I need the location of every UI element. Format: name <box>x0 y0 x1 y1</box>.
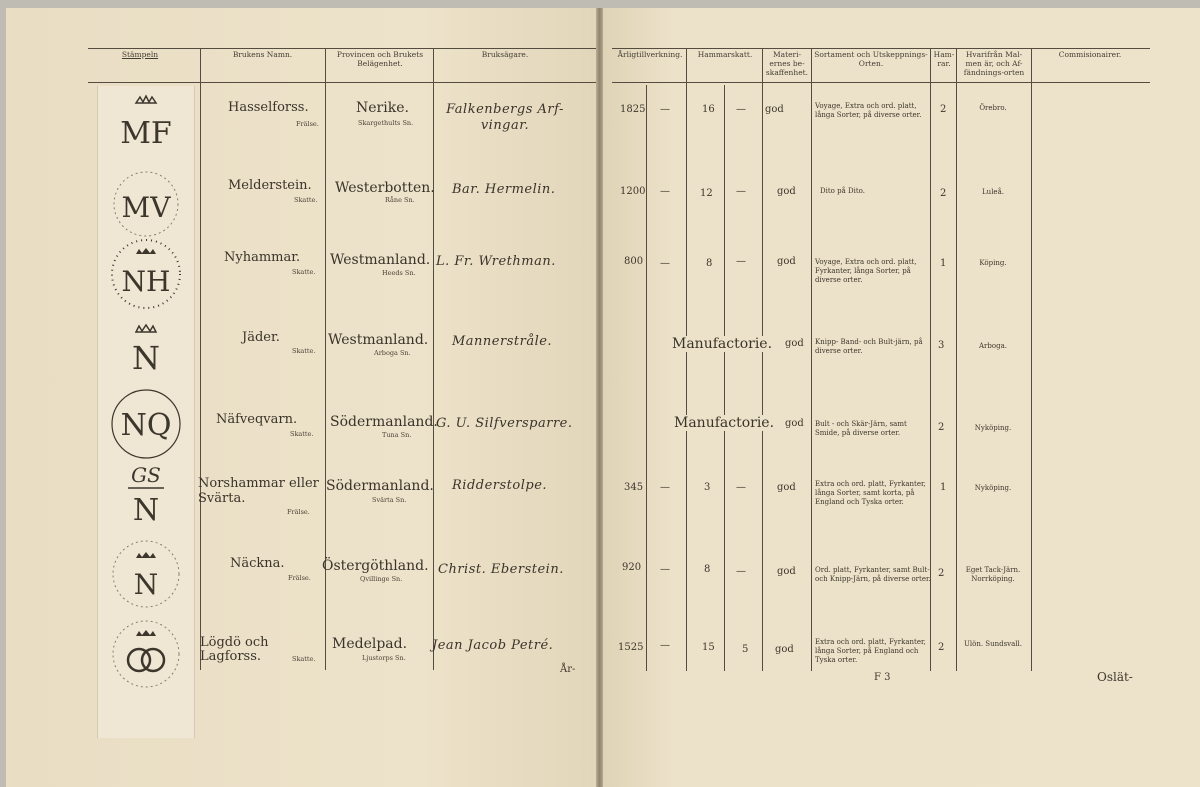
row5-sort: Bult - och Skär-Järn, samt Smide, på diverse orter. <box>815 420 907 437</box>
row8-name: Lögdö och Lagforss. <box>200 635 269 664</box>
header-hvarifran: Hvarifrån Mal- men är, och Af- fändnings-orten <box>963 50 1025 77</box>
row4-ort: Arboga. <box>979 342 1007 350</box>
row5-status: Skatte. <box>290 430 314 438</box>
stamp-n-nackna <box>98 536 194 612</box>
row1-place: Skargethults Sn. <box>358 119 414 127</box>
row6-sort: Extra och ord. platt, Fyrkanter, långa Sorter, samt korta, på England och Tyska orter. <box>815 480 926 506</box>
row8-tillv: 1525 <box>618 642 644 653</box>
row5-place: Tuna Sn. <box>382 431 412 439</box>
col-rule-r8 <box>1031 48 1032 671</box>
row1-owner: Falkenbergs Arf- vingar. <box>446 102 564 133</box>
row6-ham: 3 <box>704 482 711 493</box>
row3-tillv: 800 <box>624 256 644 267</box>
stamp-nq <box>98 386 194 462</box>
row8-status: Skatte. <box>292 655 316 663</box>
row7-dash2: — <box>736 566 746 577</box>
row7-hamrar: 2 <box>938 568 945 579</box>
row1-prov: Nerike. <box>356 100 409 116</box>
row6-dash1: — <box>660 482 670 493</box>
row4-owner: Mannerstråle. <box>452 334 553 349</box>
row5-prov: Södermanland. <box>330 414 438 430</box>
svg-text:N: N <box>132 493 160 528</box>
row2-name: Melderstein. <box>228 178 312 193</box>
row6-status: Frälse. <box>287 508 310 516</box>
catchword-left: År- <box>560 664 576 675</box>
row5-owner: G. U. Silfversparre. <box>436 416 573 431</box>
row4-sort: Knipp- Band- och Bult-järn, på diverse orter. <box>815 338 923 355</box>
stamp-mv <box>98 166 194 242</box>
row7-mat: god <box>777 566 796 577</box>
row8-hamrar: 2 <box>938 642 945 653</box>
row7-ham: 8 <box>704 564 711 575</box>
row2-mat: god <box>777 186 796 197</box>
row6-hamrar: 1 <box>940 482 947 493</box>
svg-text:N: N <box>132 339 160 377</box>
row7-prov: Östergöthland. <box>322 558 429 574</box>
row4-manuf: Manufactorie. <box>672 336 773 352</box>
header-sortament: Sortament och Utskeppnings- Orten. <box>814 50 928 68</box>
stamp-oo <box>98 616 194 692</box>
row1-hamrar: 2 <box>940 104 947 115</box>
row1-ham: 16 <box>702 104 715 115</box>
row1-tillv: 1825 <box>620 104 646 115</box>
row3-ham: 8 <box>706 258 713 269</box>
row4-name: Jäder. <box>242 330 280 345</box>
row2-ort: Luleå. <box>982 188 1004 196</box>
col-rule-r4 <box>762 48 763 671</box>
row1-status: Frälse. <box>296 120 319 128</box>
book-gutter <box>596 8 603 787</box>
row7-name: Näckna. <box>230 556 285 571</box>
row2-place: Råne Sn. <box>385 196 415 204</box>
row1-ort: Örebro. <box>979 104 1007 112</box>
row1-dash2: — <box>736 104 746 115</box>
row8-dash1: — <box>660 640 670 651</box>
col-rule-r7 <box>956 48 957 671</box>
row2-dash1: — <box>660 186 670 197</box>
stamp-mf <box>98 88 194 164</box>
row8-dash2: 5 <box>742 644 749 655</box>
header-hammarskatt: Hammarskatt. <box>697 50 753 59</box>
header-provins: Provincen och Brukets Belägenhet. <box>336 50 424 68</box>
catchword-right: Oslät- <box>1097 670 1133 684</box>
row1-dash1: — <box>660 104 670 115</box>
row1-sort: Voyage, Extra och ord. platt, långa Sorter, på diverse orter. <box>815 102 922 119</box>
signature-mark: F 3 <box>874 672 891 683</box>
row8-ham: 15 <box>702 642 715 653</box>
header-bottom-rule-right <box>612 82 1150 83</box>
row3-ort: Köping. <box>979 259 1007 267</box>
stamp-gs-n <box>98 456 194 532</box>
row2-owner: Bar. Hermelin. <box>452 182 556 197</box>
row7-sort: Ord. platt, Fyrkanter, samt Bult- och Knipp-Järn, på diverse orter. <box>815 566 931 583</box>
header-bottom-rule <box>88 82 596 83</box>
row6-owner: Ridderstolpe. <box>452 478 548 493</box>
header-agare: Bruksägare. <box>481 50 529 59</box>
row1-name: Hasselforss. <box>228 100 309 115</box>
header-top-rule <box>88 48 596 49</box>
row6-name: Norshammar eller Svärta. <box>198 476 319 506</box>
col-rule-1 <box>200 48 201 670</box>
header-stampeln: Stämpeln <box>121 50 159 59</box>
row5-ort: Nyköping. <box>974 424 1012 432</box>
row6-ort: Nyköping. <box>974 484 1012 492</box>
row8-sort: Extra och ord. platt, Fyrkanter, långa Sorter, på England och Tyska orter. <box>815 638 926 664</box>
row2-dash2: — <box>736 186 746 197</box>
stamp-nh <box>98 236 194 312</box>
row3-mat: god <box>777 256 796 267</box>
row3-owner: L. Fr. Wrethman. <box>436 254 556 269</box>
row7-owner: Christ. Eberstein. <box>438 562 564 577</box>
header-materiernes: Materi- ernes be- skaffenhet. <box>765 50 809 77</box>
row7-dash1: — <box>660 564 670 575</box>
svg-text:NQ: NQ <box>120 408 172 443</box>
row2-ham: 12 <box>700 188 713 199</box>
row5-mat: god <box>785 418 804 429</box>
col-rule-r2 <box>686 48 687 671</box>
header-namn: Brukens Namn. <box>232 50 293 59</box>
row5-hamrar: 2 <box>938 422 945 433</box>
header-top-rule-right <box>612 48 1150 49</box>
row1-mat: god <box>765 104 784 115</box>
header-commission: Commisionairer. <box>1058 50 1122 59</box>
col-rule-r5 <box>811 48 812 671</box>
row3-hamrar: 1 <box>940 258 947 269</box>
row2-prov: Westerbotten. <box>335 180 435 196</box>
svg-text:N: N <box>133 568 159 601</box>
row4-mat: god <box>785 338 804 349</box>
stamp-strip <box>97 86 195 738</box>
row4-prov: Westmanland. <box>328 332 429 348</box>
row2-status: Skatte. <box>294 196 318 204</box>
row7-place: Qvillinge Sn. <box>360 575 403 583</box>
row3-prov: Westmanland. <box>330 252 431 268</box>
col-rule-r1 <box>646 85 647 671</box>
row5-manuf: Manufactorie. <box>674 415 775 431</box>
row6-mat: god <box>777 482 796 493</box>
row6-tillv: 345 <box>624 482 644 493</box>
row8-ort: Ulön. Sundsvall. <box>963 640 1023 648</box>
row4-place: Arboga Sn. <box>374 349 411 357</box>
row6-place: Svärta Sn. <box>372 496 407 504</box>
svg-text:MF: MF <box>120 116 172 151</box>
row2-hamrar: 2 <box>940 188 947 199</box>
row3-name: Nyhammar. <box>224 250 301 265</box>
row4-status: Skatte. <box>292 347 316 355</box>
col-rule-r3 <box>724 85 725 671</box>
row8-prov: Medelpad. <box>332 636 408 652</box>
svg-text:GS: GS <box>131 463 161 487</box>
row2-sort: Dito på Dito. <box>820 187 865 195</box>
row2-tillv: 1200 <box>620 186 646 197</box>
row4-hamrar: 3 <box>938 340 945 351</box>
stamp-n-jader <box>98 311 194 387</box>
row7-tillv: 920 <box>622 562 642 573</box>
row3-sort: Voyage, Extra och ord. platt, Fyrkanter, långa Sorter, på diverse orter. <box>815 258 917 284</box>
header-hamrar: Ham- rar. <box>933 50 955 68</box>
row7-ort: Eget Tack-Järn. Norrköping. <box>965 566 1021 583</box>
header-tillverkning: Årligtillverkning. <box>617 50 683 59</box>
row3-place: Heeds Sn. <box>382 269 416 277</box>
row3-dash2: — <box>736 256 746 267</box>
col-rule-2 <box>325 48 326 670</box>
row3-status: Skatte. <box>292 268 316 276</box>
row6-dash2: — <box>736 482 746 493</box>
row5-name: Näfveqvarn. <box>216 412 298 427</box>
col-rule-3 <box>433 48 434 670</box>
svg-text:NH: NH <box>121 265 171 298</box>
row3-dash1: — <box>660 258 670 269</box>
row6-prov: Södermanland. <box>326 478 434 494</box>
row8-owner: Jean Jacob Petré. <box>432 638 554 653</box>
row8-mat: god <box>775 644 794 655</box>
row8-place: Ljustorps Sn. <box>362 654 406 662</box>
row7-status: Frälse. <box>288 574 311 582</box>
svg-text:MV: MV <box>121 191 171 224</box>
